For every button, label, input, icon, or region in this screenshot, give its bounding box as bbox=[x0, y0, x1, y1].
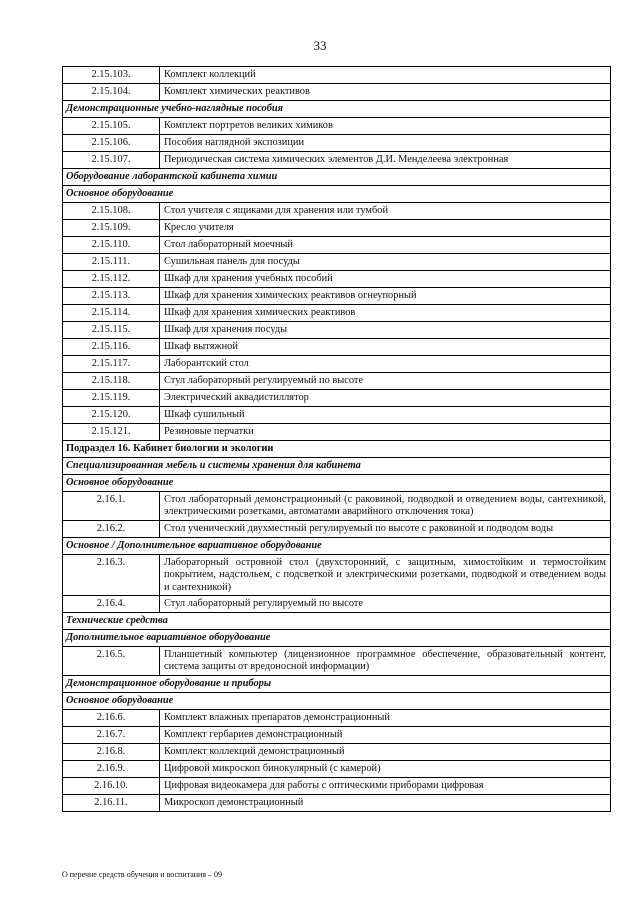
equipment-table-container bbox=[62, 66, 610, 812]
item-description: Шкаф для хранения химических реактивов огнеупорный bbox=[160, 288, 611, 305]
item-description: Микроскоп демонстрационный bbox=[160, 794, 611, 811]
item-description: Лаборантский стол bbox=[160, 356, 611, 373]
section-title: Оборудование лаборантской кабинета химии bbox=[63, 169, 611, 186]
item-code: 2.16.6. bbox=[63, 709, 160, 726]
table-row bbox=[63, 84, 611, 101]
item-description: Лабораторный островной стол (двухсторонний, с защитным, химостойким и термостойким покрытием, надстольем, с подсветкой и электрическими розетками, подводкой и отведением воды и сантехникой) bbox=[160, 554, 611, 595]
table-row bbox=[63, 760, 611, 777]
item-code: 2.16.4. bbox=[63, 596, 160, 613]
item-description: Цифровой микроскоп бинокулярный (с камерой) bbox=[160, 760, 611, 777]
section-title: Демонстрационное оборудование и приборы bbox=[63, 675, 611, 692]
item-description: Шкаф сушильный bbox=[160, 407, 611, 424]
item-description: Сушильная панель для посуды bbox=[160, 254, 611, 271]
table-row bbox=[63, 356, 611, 373]
section-header-row bbox=[63, 692, 611, 709]
table-row bbox=[63, 135, 611, 152]
section-title: Основное оборудование bbox=[63, 475, 611, 492]
item-code: 2.16.2. bbox=[63, 520, 160, 537]
item-description: Резиновые перчатки bbox=[160, 424, 611, 441]
item-code: 2.15.115. bbox=[63, 322, 160, 339]
item-description: Шкаф для хранения химических реактивов bbox=[160, 305, 611, 322]
table-row bbox=[63, 339, 611, 356]
section-header-row bbox=[63, 537, 611, 554]
table-row bbox=[63, 726, 611, 743]
table-row bbox=[63, 118, 611, 135]
item-code: 2.15.103. bbox=[63, 67, 160, 84]
section-header-row bbox=[63, 169, 611, 186]
item-description: Стол лабораторный моечный bbox=[160, 237, 611, 254]
item-description: Шкаф для хранения учебных пособий bbox=[160, 271, 611, 288]
section-title: Демонстрационные учебно-наглядные пособия bbox=[63, 101, 611, 118]
section-header-row bbox=[63, 101, 611, 118]
equipment-table-body bbox=[63, 67, 611, 812]
item-description: Стол учителя с ящиками для хранения или тумбой bbox=[160, 203, 611, 220]
item-code: 2.16.5. bbox=[63, 647, 160, 676]
item-code: 2.15.114. bbox=[63, 305, 160, 322]
table-row bbox=[63, 777, 611, 794]
item-description: Электрический аквадистиллятор bbox=[160, 390, 611, 407]
table-row bbox=[63, 554, 611, 595]
item-description: Комплект портретов великих химиков bbox=[160, 118, 611, 135]
table-row bbox=[63, 743, 611, 760]
section-title: Специализированная мебель и системы хранения для кабинета bbox=[63, 458, 611, 475]
item-code: 2.15.112. bbox=[63, 271, 160, 288]
item-code: 2.15.113. bbox=[63, 288, 160, 305]
item-description: Комплект гербариев демонстрационный bbox=[160, 726, 611, 743]
table-row bbox=[63, 520, 611, 537]
item-code: 2.16.1. bbox=[63, 492, 160, 521]
table-row bbox=[63, 254, 611, 271]
equipment-table bbox=[62, 66, 611, 812]
item-description: Шкаф для хранения посуды bbox=[160, 322, 611, 339]
table-row bbox=[63, 709, 611, 726]
section-header-row bbox=[63, 475, 611, 492]
item-description: Комплект химических реактивов bbox=[160, 84, 611, 101]
section-header-row bbox=[63, 613, 611, 630]
section-header-row bbox=[63, 675, 611, 692]
section-title: Технические средства bbox=[63, 613, 611, 630]
item-code: 2.15.109. bbox=[63, 220, 160, 237]
item-code: 2.15.118. bbox=[63, 373, 160, 390]
item-code: 2.15.107. bbox=[63, 152, 160, 169]
item-code: 2.15.121. bbox=[63, 424, 160, 441]
item-description: Периодическая система химических элементов Д.И. Менделеева электронная bbox=[160, 152, 611, 169]
item-description: Комплект коллекций демонстрационный bbox=[160, 743, 611, 760]
table-row bbox=[63, 203, 611, 220]
item-description: Стол ученический двухместный регулируемый по высоте с раковиной и подводом воды bbox=[160, 520, 611, 537]
item-code: 2.16.11. bbox=[63, 794, 160, 811]
table-row bbox=[63, 492, 611, 521]
table-row bbox=[63, 647, 611, 676]
item-code: 2.16.9. bbox=[63, 760, 160, 777]
item-code: 2.15.105. bbox=[63, 118, 160, 135]
table-row bbox=[63, 322, 611, 339]
item-description: Пособия наглядной экспозиции bbox=[160, 135, 611, 152]
item-code: 2.15.117. bbox=[63, 356, 160, 373]
item-description: Стул лабораторный регулируемый по высоте bbox=[160, 596, 611, 613]
subsection-title: Подраздел 16. Кабинет биологии и экологии bbox=[63, 441, 611, 458]
table-row bbox=[63, 67, 611, 84]
item-code: 2.15.120. bbox=[63, 407, 160, 424]
item-description: Цифровая видеокамера для работы с оптическими приборами цифровая bbox=[160, 777, 611, 794]
item-code: 2.16.3. bbox=[63, 554, 160, 595]
table-row bbox=[63, 152, 611, 169]
item-description: Кресло учителя bbox=[160, 220, 611, 237]
table-row bbox=[63, 424, 611, 441]
table-row bbox=[63, 794, 611, 811]
item-code: 2.16.7. bbox=[63, 726, 160, 743]
item-code: 2.15.104. bbox=[63, 84, 160, 101]
table-row bbox=[63, 288, 611, 305]
subsection-header-row bbox=[63, 441, 611, 458]
item-description: Планшетный компьютер (лицензионное программное обеспечение, образовательный контент, система защиты от вредоносной информации) bbox=[160, 647, 611, 676]
table-row bbox=[63, 390, 611, 407]
item-code: 2.16.8. bbox=[63, 743, 160, 760]
table-row bbox=[63, 596, 611, 613]
section-title: Дополнительное вариативное оборудование bbox=[63, 630, 611, 647]
page-number: 33 bbox=[313, 38, 327, 53]
section-header-row bbox=[63, 458, 611, 475]
item-description: Комплект влажных препаратов демонстрационный bbox=[160, 709, 611, 726]
table-row bbox=[63, 220, 611, 237]
item-code: 2.15.106. bbox=[63, 135, 160, 152]
item-code: 2.16.10. bbox=[63, 777, 160, 794]
table-row bbox=[63, 237, 611, 254]
table-row bbox=[63, 271, 611, 288]
item-code: 2.15.119. bbox=[63, 390, 160, 407]
section-title: Основное оборудование bbox=[63, 692, 611, 709]
page-footer: О перечне средств обучения и воспитания – 09 bbox=[62, 870, 222, 879]
item-description: Стол лабораторный демонстрационный (с раковиной, подводкой и отведением воды, сантехникой, электрическими розетками, автоматами аварийного отключения тока) bbox=[160, 492, 611, 521]
table-row bbox=[63, 373, 611, 390]
item-description: Шкаф вытяжной bbox=[160, 339, 611, 356]
section-header-row bbox=[63, 186, 611, 203]
item-code: 2.15.108. bbox=[63, 203, 160, 220]
section-header-row bbox=[63, 630, 611, 647]
item-code: 2.15.111. bbox=[63, 254, 160, 271]
item-description: Комплект коллекций bbox=[160, 67, 611, 84]
section-title: Основное оборудование bbox=[63, 186, 611, 203]
section-title: Основное / Дополнительное вариативное оборудование bbox=[63, 537, 611, 554]
table-row bbox=[63, 305, 611, 322]
table-row bbox=[63, 407, 611, 424]
item-code: 2.15.110. bbox=[63, 237, 160, 254]
item-description: Стул лабораторный регулируемый по высоте bbox=[160, 373, 611, 390]
item-code: 2.15.116. bbox=[63, 339, 160, 356]
